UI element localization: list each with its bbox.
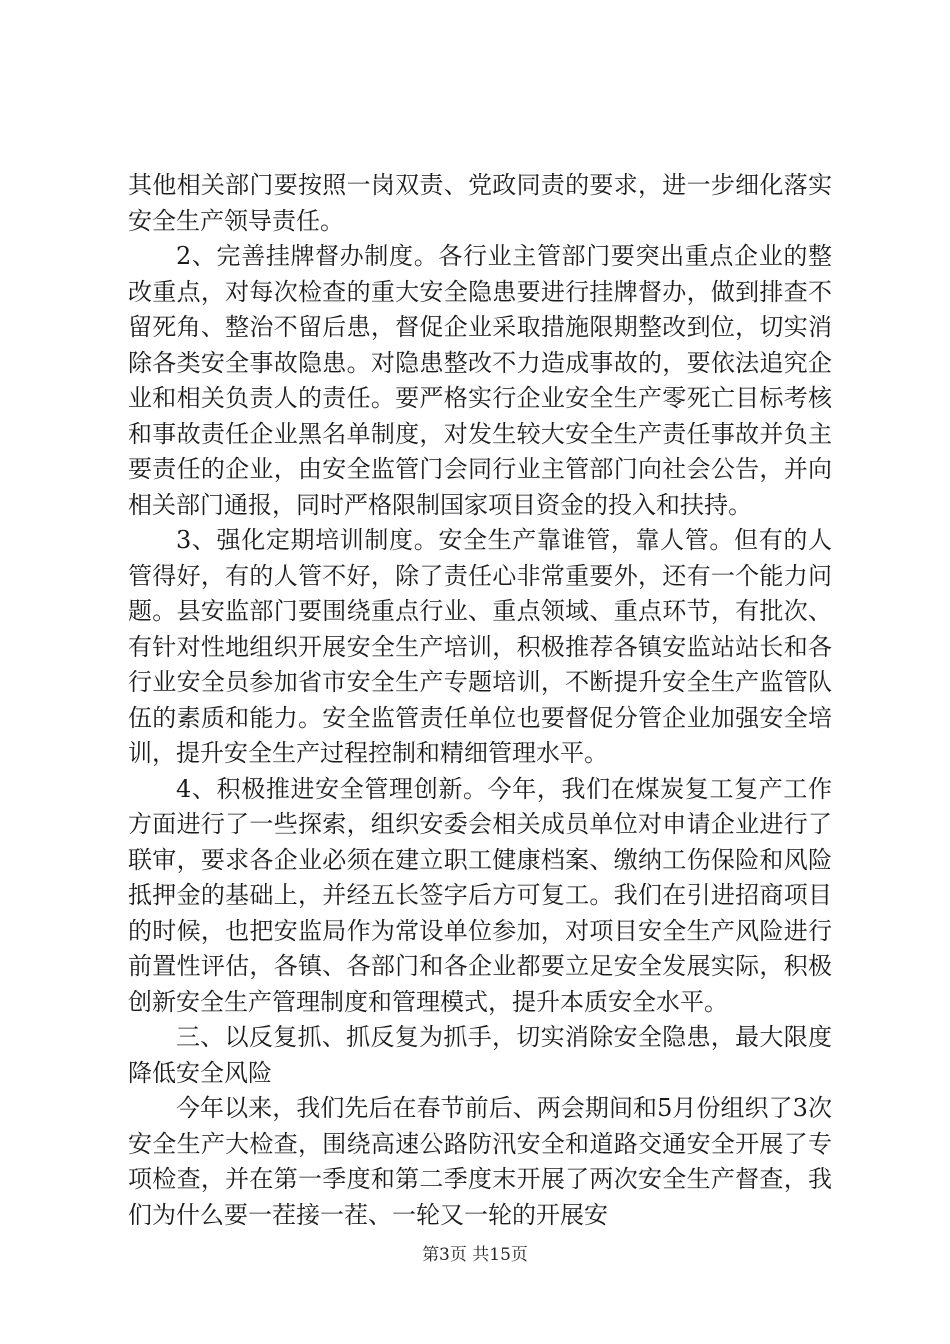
paragraph-continuation: 其他相关部门要按照一岗双责、党政同责的要求，进一步细化落实安全生产领导责任。 — [128, 171, 832, 235]
paragraph-item-3: 3、强化定期培训制度。安全生产靠谁管，靠人管。但有的人管得好，有的人管不好，除了责任心非常重要外，还有一个能力问题。县安监部门要围绕重点行业、重点领域、重点环节，有批次、有针对性地组织开展安全生产培训，积极推荐各镇安监站站长和各行业安全员参加省市安全生产专题培训，不断提升安全生产监管队伍的素质和能力。安全监管责任单位也要督促分管企业加强安全培训，提升安全生产过程控制和精细管理水平。 — [128, 526, 832, 767]
page-number-footer: 第3页 共15页 — [422, 1245, 528, 1265]
document-body — [128, 168, 832, 1233]
paragraph-item-4: 4、积极推进安全管理创新。今年，我们在煤炭复工复产工作方面进行了一些探索，组织安委会相关成员单位对申请企业进行了联审，要求各企业必须在建立职工健康档案、缴纳工伤保险和风险抵押金的基础上，并经五长签字后方可复工。我们在引进招商项目的时候，也把安监局作为常设单位参加，对项目安全生产风险进行前置性评估，各镇、各部门和各企业都要立足安全发展实际，积极创新安全生产管理制度和管理模式，提升本质安全水平。 — [128, 774, 832, 1016]
section-heading-3: 三、以反复抓、抓反复为抓手，切实消除安全隐患，最大限度降低安全风险 — [128, 1023, 832, 1087]
paragraph-item-2: 2、完善挂牌督办制度。各行业主管部门要突出重点企业的整改重点，对每次检查的重大安全隐患要进行挂牌督办，做到排查不留死角、整治不留后患，督促企业采取措施限期整改到位，切实消除各类安全事故隐患。对隐患整改不力造成事故的，要依法追究企业和相关负责人的责任。要严格实行企业安全生产零死亡目标考核和事故责任企业黑名单制度，对发生较大安全生产责任事故并负主要责任的企业，由安全监管门会同行业主管部门向社会公告，并向相关部门通报，同时严格限制国家项目资金的投入和扶持。 — [128, 242, 832, 519]
paragraph-section-3-body: 今年以来，我们先后在春节前后、两会期间和5月份组织了3次安全生产大检查，围绕高速公路防汛安全和道路交通安全开展了专项检查，并在第一季度和第二季度末开展了两次安全生产督查，我们为什么要一茬接一茬、一轮又一轮的开展安 — [128, 1094, 832, 1229]
